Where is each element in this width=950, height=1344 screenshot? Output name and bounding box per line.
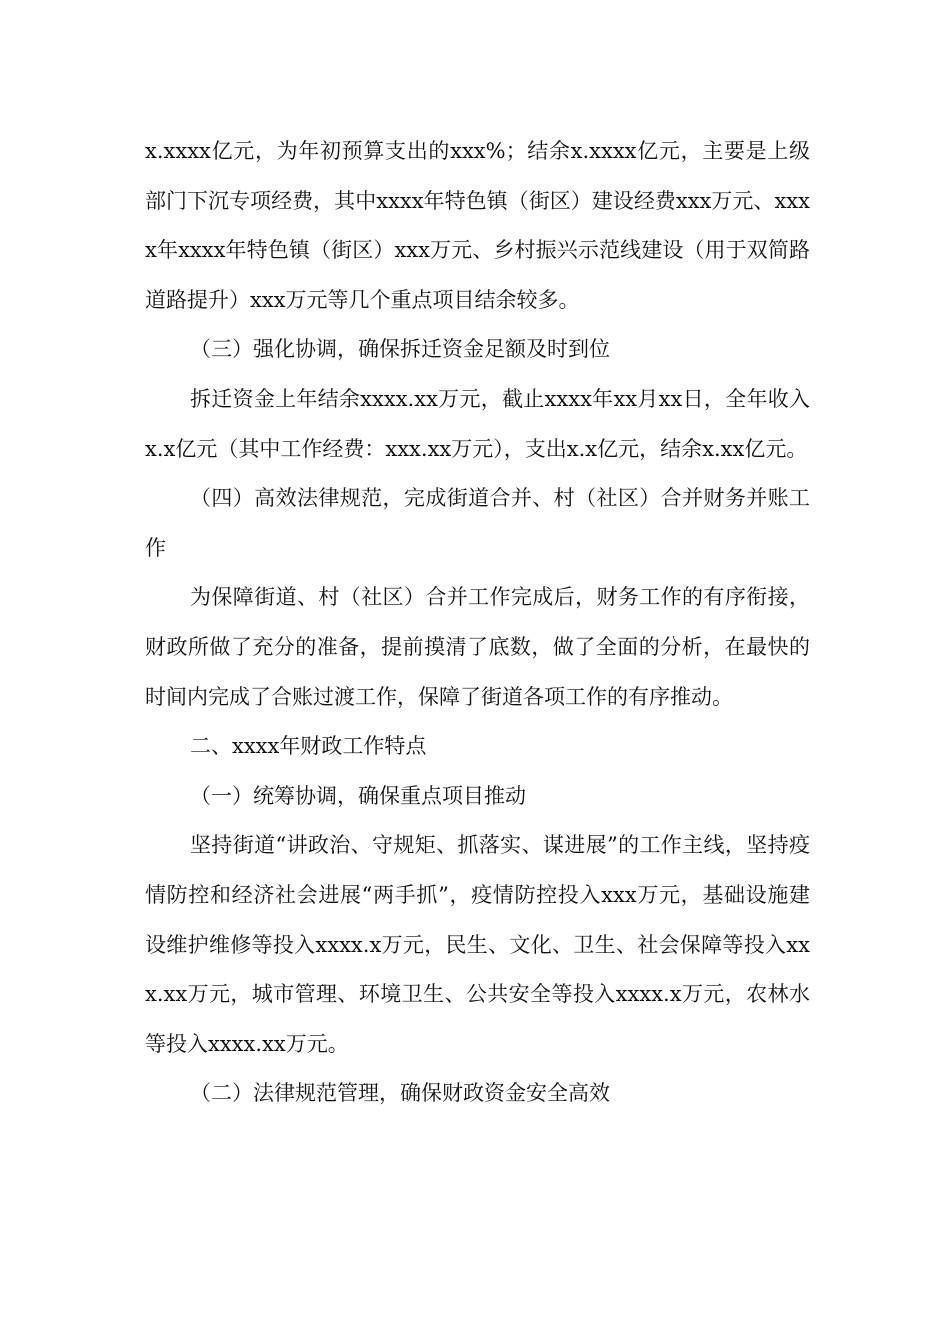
document-page: [145, 127, 810, 1119]
paragraph-key-projects: 坚持街道“讲政治、守规矩、抓落实、谋进展”的工作主线，坚持疫情防控和经济社会进展“两手抓”，疫情防控投入xxx万元，基础设施建设维护维修等投入xxxx.x万元，民生、文化、卫生、社会保障等投入xxx.xx万元，城市管理、环境卫生、公共安全等投入xxxx.x万元，农林水等投入xxxx.xx万元。: [145, 833, 810, 1056]
paragraph-budget-summary: x.xxxx亿元，为年初预算支出的xxx%；结余x.xxxx亿元，主要是上级部门下沉专项经费，其中xxxx年特色镇（街区）建设经费xxx万元、xxxx年xxxx年特色镇（街区）xxx万元、乡村振兴示范线建设（用于双简路道路提升）xxx万元等几个重点项目结余较多。: [145, 139, 810, 312]
heading-part-two: 二、xxxx年财政工作特点: [190, 734, 427, 759]
heading-subsection-one: （一）统筹协调，确保重点项目推动: [190, 783, 526, 808]
heading-subsection-two: （二）法律规范管理，确保财政资金安全高效: [190, 1081, 610, 1106]
paragraph-account-merge: 为保障街道、村（社区）合并工作完成后，财务工作的有序衔接，财政所做了充分的准备，提前摸清了底数，做了全面的分析，在最快的时间内完成了合账过渡工作，保障了街道各项工作的有序推动。: [145, 585, 810, 709]
heading-section-three: （三）强化协调，确保拆迁资金足额及时到位: [190, 337, 610, 362]
paragraph-relocation-funds: 拆迁资金上年结余xxxx.xx万元，截止xxxx年xx月xx日，全年收入x.x亿元（其中工作经费：xxx.xx万元），支出x.x亿元，结余x.xx亿元。: [145, 386, 810, 461]
heading-section-four: （四）高效法律规范，完成街道合并、村（社区）合并财务并账工作: [145, 486, 810, 560]
